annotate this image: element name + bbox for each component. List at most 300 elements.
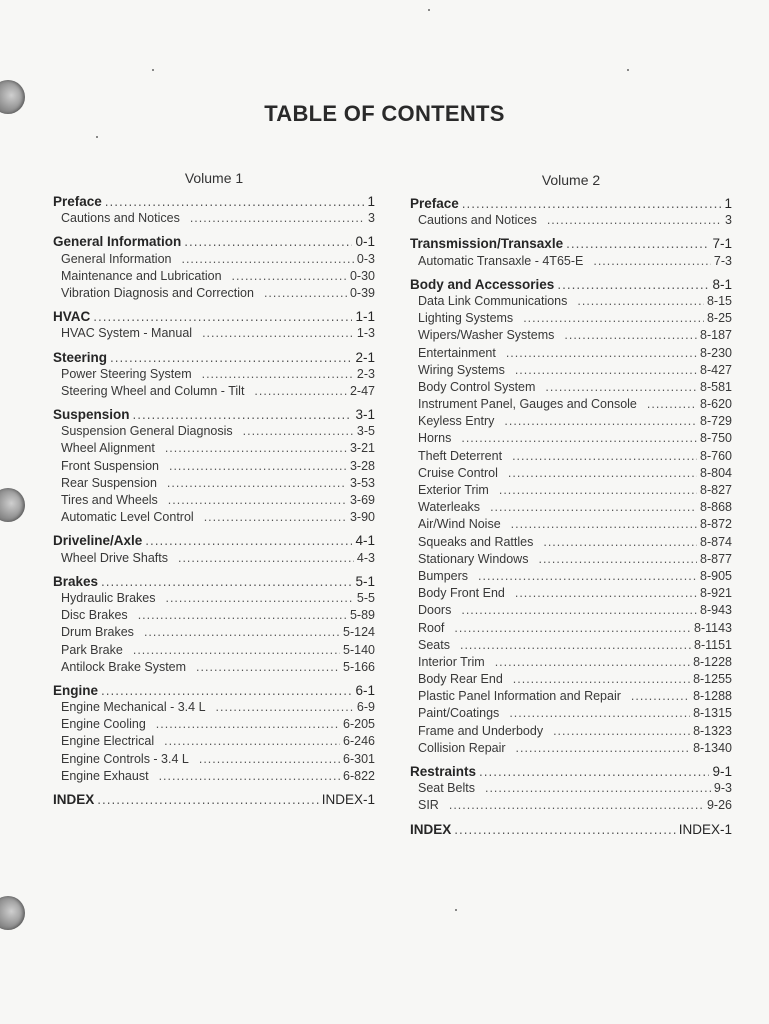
- page-number: 5-5: [356, 590, 375, 605]
- entry-label: Automatic Transaxle - 4T65-E: [418, 253, 584, 268]
- section-label: Preface: [53, 194, 102, 209]
- page-number: 8-1143: [694, 620, 732, 635]
- dot-leader: [164, 733, 340, 750]
- toc-entry[interactable]: [53, 509, 375, 526]
- scan-speck: [627, 69, 629, 71]
- entry-label: Vibration Diagnosis and Correction: [61, 285, 254, 300]
- toc-entry[interactable]: [410, 551, 732, 568]
- dot-leader: [566, 235, 709, 252]
- entry-label: Drum Brakes: [61, 625, 134, 640]
- volume-1-column: [53, 170, 375, 808]
- toc-entry[interactable]: [410, 310, 732, 327]
- entry-label: Horns: [418, 431, 452, 446]
- page-number: 7-3: [713, 253, 732, 268]
- page-number: 6-822: [343, 768, 375, 783]
- toc-entry[interactable]: [410, 430, 732, 447]
- dot-leader: [461, 602, 697, 619]
- entry-label: Engine Controls - 3.4 L: [61, 751, 189, 766]
- entry-label: Seat Belts: [418, 781, 475, 796]
- page-number: INDEX-1: [678, 821, 732, 837]
- dot-leader: [178, 550, 354, 567]
- dot-leader: [462, 195, 722, 212]
- toc-section: [53, 406, 375, 526]
- entry-label: Paint/Coatings: [418, 706, 500, 721]
- toc-entry[interactable]: [53, 716, 375, 733]
- page-number: 8-1315: [693, 706, 732, 721]
- toc-entry[interactable]: [410, 499, 732, 516]
- page-number: 1-1: [355, 309, 375, 325]
- page-number: 0-39: [349, 285, 375, 300]
- page-number: 1: [724, 196, 732, 211]
- toc-entry[interactable]: [53, 607, 375, 624]
- toc-section: [53, 349, 375, 401]
- toc-entry[interactable]: [53, 210, 375, 227]
- toc-section: [53, 791, 375, 808]
- section-label: Body and Accessories: [410, 276, 555, 292]
- toc-entry[interactable]: [410, 534, 732, 551]
- toc-section: [53, 233, 375, 302]
- toc-entry[interactable]: [53, 492, 375, 509]
- page-title: TABLE OF CONTENTS: [264, 100, 505, 126]
- entry-label: Air/Wind Noise: [418, 517, 501, 532]
- toc-entry[interactable]: [53, 285, 375, 302]
- entry-label: Maintenance and Lubrication: [61, 268, 222, 283]
- page-number: 8-905: [700, 568, 732, 583]
- toc-section-heading[interactable]: [410, 763, 732, 780]
- entry-label: Exterior Trim: [418, 483, 489, 497]
- entry-label: Park Brake: [61, 642, 123, 657]
- dot-leader: [202, 325, 354, 342]
- entry-label: Antilock Brake System: [61, 659, 187, 674]
- page-number: INDEX-1: [321, 792, 375, 807]
- section-label: Engine: [53, 682, 99, 698]
- page-number: 5-1: [355, 573, 375, 589]
- dot-leader: [184, 233, 352, 250]
- toc-section: [410, 276, 732, 757]
- entry-label: Frame and Underbody: [418, 723, 544, 738]
- toc-entry[interactable]: [410, 396, 732, 413]
- toc-section-heading[interactable]: [53, 682, 375, 699]
- toc-section-heading[interactable]: [53, 349, 375, 366]
- dot-leader: [545, 379, 697, 396]
- dot-leader: [101, 573, 352, 590]
- entry-label: Keyless Entry: [418, 414, 495, 429]
- entry-label: Disc Brakes: [61, 608, 128, 623]
- toc-section: [410, 821, 732, 838]
- page-number: 8-729: [700, 414, 732, 429]
- toc-entry[interactable]: [410, 671, 732, 688]
- toc-entry[interactable]: [53, 751, 375, 768]
- toc-entry[interactable]: [410, 413, 732, 430]
- volume-title: Volume 1: [184, 170, 244, 186]
- toc-section: [53, 193, 375, 227]
- dot-leader: [138, 607, 347, 624]
- dot-leader: [165, 440, 347, 457]
- dot-leader: [557, 276, 709, 293]
- toc-entry[interactable]: [410, 654, 732, 671]
- dot-leader: [485, 780, 711, 797]
- page-number: 8-868: [700, 500, 732, 515]
- toc-entry[interactable]: [53, 768, 375, 785]
- toc-entry[interactable]: [53, 251, 375, 268]
- toc-entry[interactable]: [410, 516, 732, 533]
- page-number: 8-1340: [693, 740, 732, 755]
- entry-label: Suspension General Diagnosis: [61, 424, 233, 439]
- toc-entry[interactable]: [410, 688, 732, 705]
- page-number: 3: [368, 211, 375, 226]
- section-label: HVAC: [53, 309, 91, 325]
- dot-leader: [93, 308, 352, 325]
- page-number: 8-872: [700, 517, 732, 532]
- toc-section-heading[interactable]: [410, 235, 732, 252]
- toc-entry[interactable]: [410, 797, 732, 814]
- scan-speck: [428, 9, 430, 11]
- dot-leader: [232, 268, 347, 285]
- dot-leader: [479, 763, 709, 780]
- section-label: Brakes: [53, 573, 99, 589]
- page-number: 6-205: [343, 717, 375, 732]
- page-number: 8-750: [700, 431, 732, 446]
- dot-leader: [254, 383, 347, 400]
- entry-label: Data Link Communications: [418, 293, 568, 308]
- dot-leader: [449, 797, 704, 814]
- page-number: 8-1151: [694, 637, 732, 652]
- entry-label: Theft Deterrent: [418, 448, 503, 463]
- entry-label: Automatic Level Control: [61, 510, 194, 525]
- toc-entry[interactable]: [410, 212, 732, 229]
- dot-leader: [243, 423, 354, 440]
- dot-leader: [543, 534, 697, 551]
- toc-entry[interactable]: [410, 780, 732, 797]
- entry-label: Stationary Windows: [418, 551, 529, 566]
- toc-entry[interactable]: [53, 366, 375, 383]
- dot-leader: [515, 362, 697, 379]
- page-number: 8-15: [706, 293, 732, 308]
- entry-label: Seats: [418, 637, 450, 652]
- entry-label: Power Steering System: [61, 366, 192, 381]
- toc-entry[interactable]: [410, 293, 732, 310]
- entry-label: Bumpers: [418, 568, 469, 583]
- page-number: 8-921: [700, 586, 732, 601]
- scan-speck: [152, 69, 154, 71]
- page-number: 8-760: [700, 448, 732, 463]
- dot-leader: [523, 310, 704, 327]
- toc-section: [53, 308, 375, 342]
- dot-leader: [145, 532, 352, 549]
- page-number: 6-301: [343, 751, 375, 766]
- dot-leader: [159, 768, 340, 785]
- toc-entry[interactable]: [410, 448, 732, 465]
- entry-label: Engine Mechanical - 3.4 L: [61, 700, 206, 715]
- toc-entry[interactable]: [410, 327, 732, 344]
- toc-entry[interactable]: [410, 345, 732, 362]
- page-number: 2-47: [349, 383, 375, 398]
- page-number: 8-1288: [693, 689, 732, 704]
- dot-leader: [631, 688, 690, 705]
- toc-entry[interactable]: [53, 383, 375, 400]
- entry-label: Cruise Control: [418, 465, 498, 480]
- entry-label: Squeaks and Rattles: [418, 534, 534, 549]
- dot-leader: [478, 568, 697, 585]
- page-number: 3-28: [349, 458, 375, 473]
- dot-leader: [577, 293, 704, 310]
- dot-leader: [204, 509, 347, 526]
- dot-leader: [495, 654, 690, 671]
- section-label: Driveline/Axle: [53, 533, 143, 549]
- dot-leader: [538, 551, 697, 568]
- dot-leader: [593, 253, 711, 270]
- toc-entry[interactable]: [410, 740, 732, 757]
- dot-leader: [169, 458, 347, 475]
- toc-entry[interactable]: [53, 325, 375, 342]
- dot-leader: [460, 637, 691, 654]
- entry-label: Roof: [418, 620, 445, 635]
- dot-leader: [133, 642, 340, 659]
- dot-leader: [165, 590, 353, 607]
- entry-label: Wipers/Washer Systems: [418, 328, 555, 343]
- page-number: 5-166: [343, 659, 375, 674]
- dot-leader: [190, 210, 365, 227]
- toc-entry[interactable]: [53, 550, 375, 567]
- entry-label: Wheel Alignment: [61, 441, 155, 456]
- toc-entry[interactable]: [410, 253, 732, 270]
- page-number: 8-427: [700, 362, 732, 377]
- dot-leader: [564, 327, 697, 344]
- section-label: Steering: [53, 349, 108, 365]
- page-number: 9-1: [712, 764, 732, 779]
- entry-label: Lighting Systems: [418, 311, 514, 326]
- toc-section-heading[interactable]: [53, 193, 375, 210]
- dot-leader: [512, 448, 697, 465]
- page-number: 6-1: [355, 682, 375, 698]
- entry-label: Steering Wheel and Column - Tilt: [61, 383, 245, 398]
- page-number: 8-1323: [693, 723, 732, 738]
- section-label: Suspension: [53, 407, 130, 423]
- toc-entry[interactable]: [410, 620, 732, 637]
- entry-label: Body Front End: [418, 586, 505, 601]
- page-number: 8-943: [700, 603, 732, 618]
- entry-label: Entertainment: [418, 345, 496, 360]
- toc-entry[interactable]: [53, 268, 375, 285]
- entry-label: Plastic Panel Information and Repair: [418, 689, 621, 704]
- entry-label: Body Rear End: [418, 672, 503, 687]
- toc-entry[interactable]: [53, 733, 375, 750]
- dot-leader: [553, 723, 690, 740]
- toc-entry[interactable]: [410, 602, 732, 619]
- dot-leader: [509, 705, 690, 722]
- dot-leader: [461, 430, 697, 447]
- dot-leader: [547, 212, 722, 229]
- entry-label: Wheel Drive Shafts: [61, 550, 168, 565]
- page-number: 3-1: [355, 407, 375, 423]
- toc-entry[interactable]: [410, 465, 732, 482]
- toc-section: [53, 532, 375, 566]
- dot-leader: [156, 716, 340, 733]
- dot-leader: [506, 345, 697, 362]
- dot-leader: [454, 821, 675, 838]
- page-number: 8-877: [700, 551, 732, 566]
- dot-leader: [499, 482, 697, 499]
- section-label: General Information: [53, 234, 182, 250]
- binder-hole-bottom: [0, 896, 25, 930]
- page-number: 8-620: [700, 397, 732, 412]
- page-number: 0-30: [349, 268, 375, 283]
- toc-entry[interactable]: [410, 379, 732, 396]
- entry-label: Interior Trim: [418, 654, 485, 669]
- toc-section: [410, 235, 732, 269]
- dot-leader: [454, 620, 691, 637]
- dot-leader: [516, 740, 691, 757]
- page-number: 5-124: [343, 625, 375, 640]
- page-number: 3-90: [349, 510, 375, 525]
- page-number: 2-3: [356, 366, 375, 381]
- dot-leader: [647, 396, 697, 413]
- page-number: 0-3: [356, 251, 375, 266]
- entry-label: Cautions and Notices: [418, 213, 537, 228]
- dot-leader: [202, 366, 354, 383]
- dot-leader: [97, 791, 318, 808]
- toc-entry[interactable]: [53, 590, 375, 607]
- page-number: 3: [725, 213, 732, 228]
- page-number: 1-3: [356, 326, 375, 341]
- entry-label: Waterleaks: [418, 500, 481, 515]
- toc-entry[interactable]: [410, 585, 732, 602]
- dot-leader: [199, 751, 340, 768]
- toc-entry[interactable]: [53, 699, 375, 716]
- dot-leader: [504, 413, 697, 430]
- toc-section-heading[interactable]: [53, 308, 375, 325]
- entry-label: Body Control System: [418, 379, 536, 394]
- entry-label: Hydraulic Brakes: [61, 590, 156, 605]
- volume-2-column: [410, 172, 732, 838]
- page-number: 8-1255: [693, 672, 732, 687]
- entry-label: Engine Exhaust: [61, 768, 149, 783]
- toc-entry[interactable]: [53, 659, 375, 676]
- entry-label: General Information: [61, 251, 172, 266]
- entry-label: Instrument Panel, Gauges and Console: [418, 397, 637, 412]
- page-number: 8-804: [700, 465, 732, 480]
- page-number: 8-1228: [693, 654, 732, 669]
- dot-leader: [513, 671, 690, 688]
- entry-label: Rear Suspension: [61, 475, 157, 490]
- page-number: 8-230: [700, 345, 732, 360]
- toc-entry[interactable]: [53, 423, 375, 440]
- page-number: 5-140: [343, 642, 375, 657]
- entry-label: Tires and Wheels: [61, 493, 158, 507]
- dot-leader: [196, 659, 340, 676]
- page-number: 1: [367, 194, 375, 209]
- page-number: 3-5: [356, 424, 375, 439]
- page-number: 0-1: [355, 234, 375, 250]
- page-number: 5-89: [349, 608, 375, 623]
- entry-label: Front Suspension: [61, 458, 159, 473]
- page-number: 9-3: [713, 781, 732, 796]
- entry-label: HVAC System - Manual: [61, 326, 193, 341]
- page-number: 8-1: [712, 276, 732, 292]
- toc-entry[interactable]: [410, 568, 732, 585]
- entry-label: Doors: [418, 603, 452, 618]
- dot-leader: [508, 465, 697, 482]
- toc-section: [410, 195, 732, 229]
- toc-entry[interactable]: [410, 637, 732, 654]
- toc-section-heading[interactable]: [53, 532, 375, 549]
- toc-entry[interactable]: [410, 362, 732, 379]
- dot-leader: [515, 585, 697, 602]
- toc-entry[interactable]: [410, 705, 732, 722]
- section-label: Preface: [410, 196, 459, 211]
- page-number: 3-53: [349, 475, 375, 490]
- section-label: INDEX: [53, 792, 95, 807]
- page-number: 8-187: [700, 328, 732, 343]
- toc-section: [53, 682, 375, 785]
- dot-leader: [181, 251, 353, 268]
- entry-label: Wiring Systems: [418, 362, 505, 377]
- dot-leader: [110, 349, 352, 366]
- dot-leader: [105, 193, 365, 210]
- dot-leader: [264, 285, 347, 302]
- page-number: 8-581: [700, 379, 732, 394]
- toc-entry[interactable]: [410, 723, 732, 740]
- toc-entry[interactable]: [53, 440, 375, 457]
- dot-leader: [511, 516, 697, 533]
- page-number: 2-1: [355, 349, 375, 365]
- entry-label: Engine Cooling: [61, 717, 146, 732]
- scan-speck: [455, 909, 457, 911]
- page-number: 8-874: [700, 534, 732, 549]
- section-label: Transmission/Transaxle: [410, 236, 564, 252]
- volume-title: Volume 2: [541, 172, 601, 188]
- page-number: 3-69: [349, 493, 375, 507]
- entry-label: Engine Electrical: [61, 734, 155, 749]
- toc-entry[interactable]: [53, 475, 375, 492]
- binder-hole-middle: [0, 488, 25, 522]
- entry-label: Collision Repair: [418, 740, 506, 755]
- toc-section-heading[interactable]: [53, 406, 375, 423]
- entry-label: SIR: [418, 798, 439, 813]
- section-label: Restraints: [410, 764, 477, 779]
- toc-entry[interactable]: [53, 642, 375, 659]
- toc-section-heading[interactable]: [53, 573, 375, 590]
- dot-leader: [490, 499, 697, 516]
- toc-section-heading[interactable]: [410, 276, 732, 293]
- toc-section: [53, 573, 375, 676]
- toc-section: [410, 763, 732, 815]
- section-label: INDEX: [410, 821, 452, 837]
- page-number: 6-246: [343, 734, 375, 749]
- scan-speck: [96, 136, 98, 138]
- page-number: 4-3: [356, 550, 375, 565]
- page-number: 7-1: [712, 236, 732, 252]
- toc-section-heading[interactable]: [410, 821, 732, 838]
- page-number: 9-26: [706, 798, 732, 813]
- toc-entry[interactable]: [53, 624, 375, 641]
- page-number: 3-21: [349, 441, 375, 456]
- page-number: 6-9: [356, 700, 375, 715]
- toc-entry[interactable]: [410, 482, 732, 499]
- dot-leader: [216, 699, 354, 716]
- dot-leader: [167, 475, 347, 492]
- entry-label: Cautions and Notices: [61, 211, 180, 226]
- dot-leader: [133, 406, 353, 423]
- page-number: 8-25: [706, 311, 732, 326]
- toc-section-heading[interactable]: [53, 791, 375, 808]
- toc-section-heading[interactable]: [410, 195, 732, 212]
- dot-leader: [168, 492, 347, 509]
- toc-section-heading[interactable]: [53, 233, 375, 250]
- dot-leader: [101, 682, 352, 699]
- page-number: 4-1: [355, 533, 375, 549]
- toc-entry[interactable]: [53, 458, 375, 475]
